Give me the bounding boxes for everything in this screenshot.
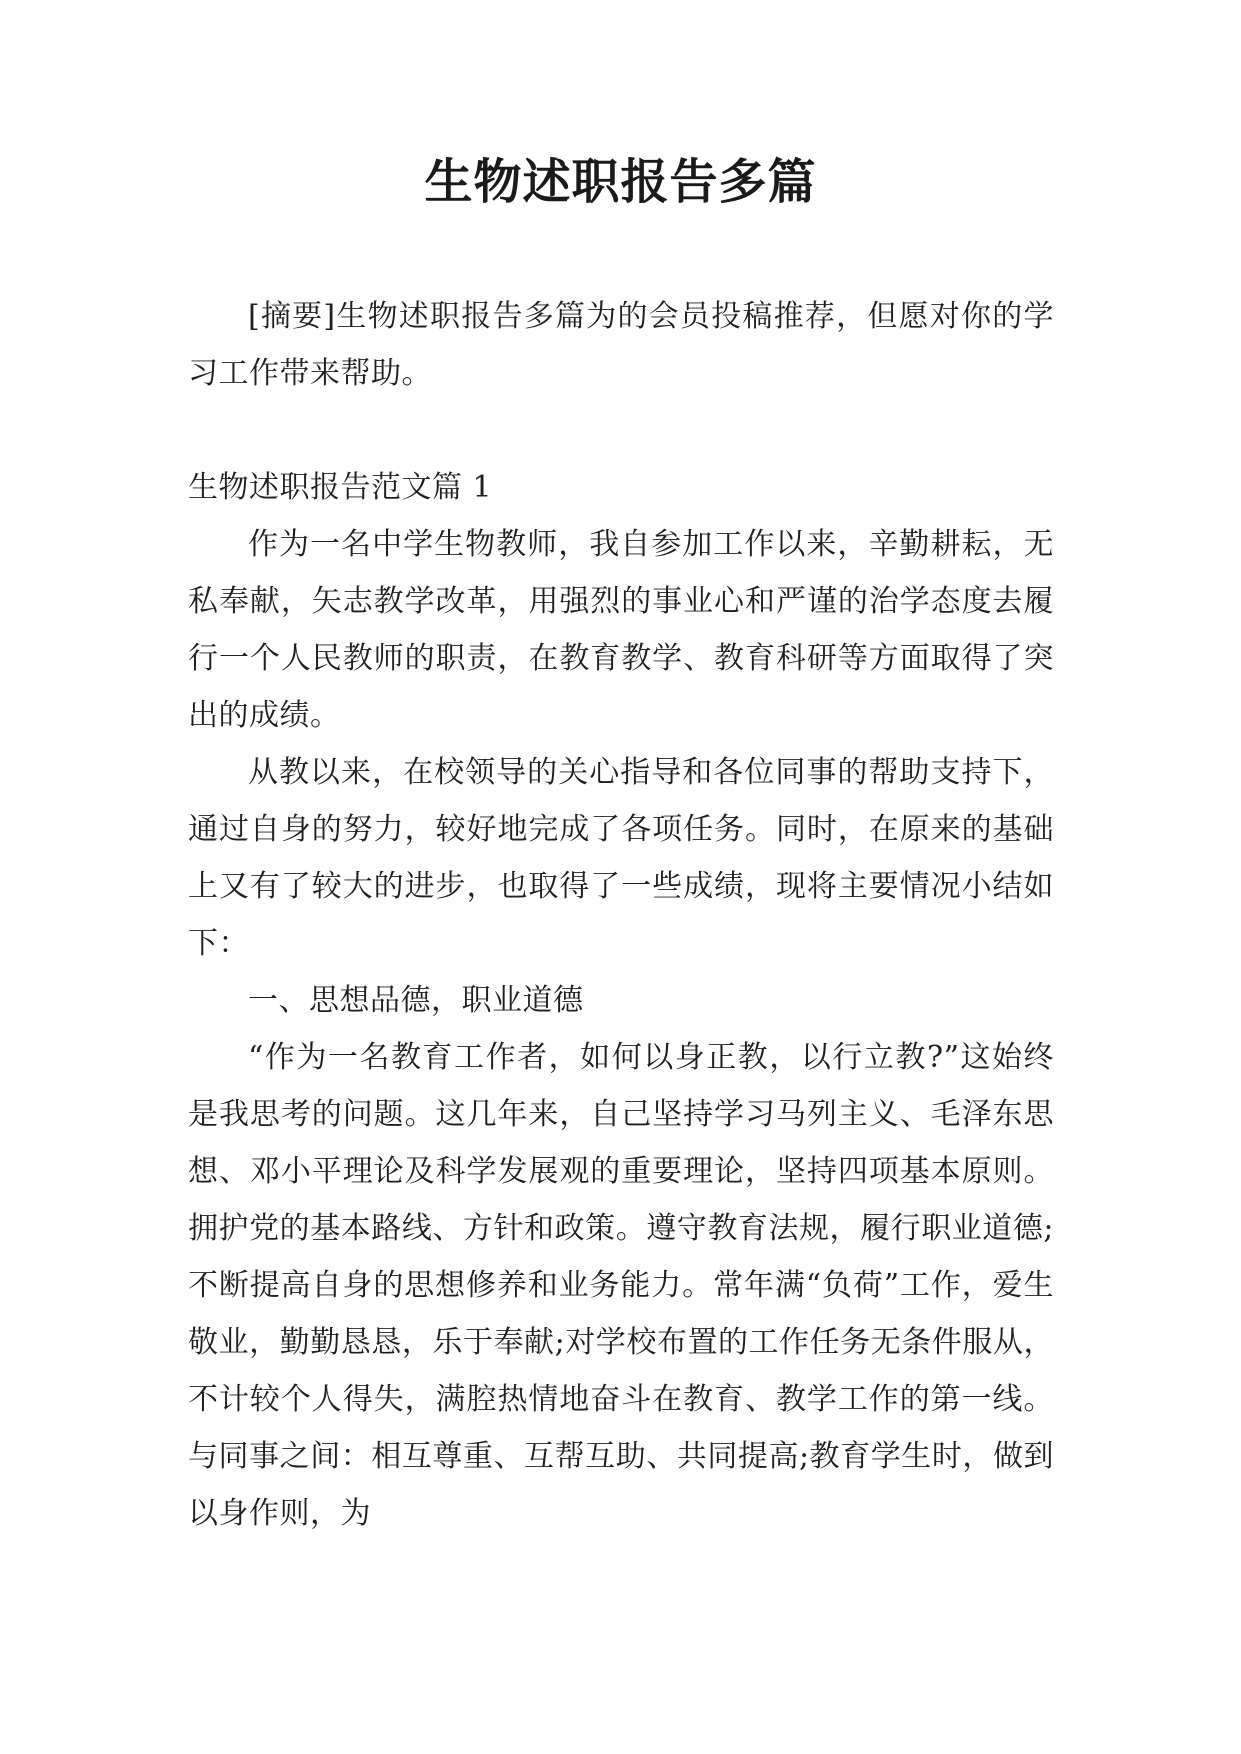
body-paragraph: 作为一名中学生物教师，我自参加工作以来，辛勤耕耘，无私奉献，矢志教学改革，用强烈的事业心和严谨的治学态度去履行一个人民教师的职责，在教育教学、教育科研等方面取得了突出的成绩。 [188, 527, 1054, 733]
abstract-paragraph: [摘要]生物述职报告多篇为的会员投稿推荐，但愿对你的学习工作带来帮助。 [188, 299, 1054, 391]
body-paragraph: “作为一名教育工作者，如何以身正教，以行立教?”这始终是我思考的问题。这几年来，自己坚持学习马列主义、毛泽东思想、邓小平理论及科学发展观的重要理论，坚持四项基本原则。拥护党的基本路线、方针和政策。遵守教育法规，履行职业道德;不断提高自身的思想修养和业务能力。常年满“负荷”工作，爱生敬业，勤勤恳恳，乐于奉献;对学校布置的工作任务无条件服从，不计较个人得失，满腔热情地奋斗在教育、教学工作的第一线。与同事之间：相互尊重、互帮互助、共同提高;教育学生时，做到以身作则，为 [188, 1040, 1054, 1531]
section-heading: 生物述职报告范文篇 1 [188, 470, 493, 505]
document-title: 生物述职报告多篇 [424, 154, 817, 210]
document-body [188, 288, 1054, 1542]
subsection-heading: 一、思想品德，职业道德 [248, 983, 584, 1018]
body-paragraph: 从教以来，在校领导的关心指导和各位同事的帮助支持下，通过自身的努力，较好地完成了各项任务。同时，在原来的基础上又有了较大的进步，也取得了一些成绩，现将主要情况小结如下： [188, 755, 1054, 961]
